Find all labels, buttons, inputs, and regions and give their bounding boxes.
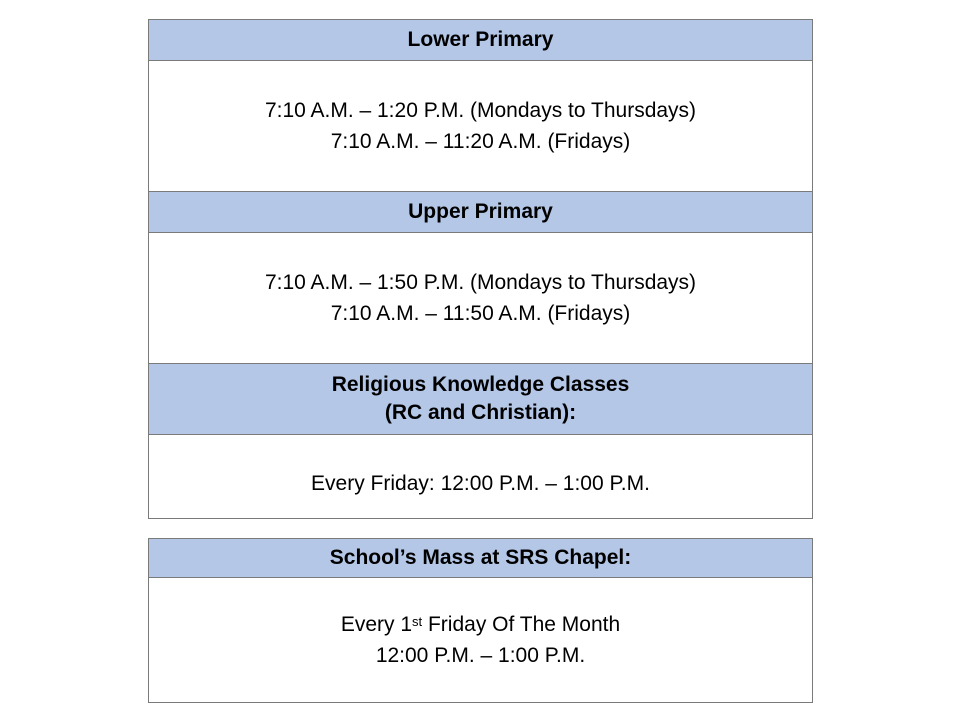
religious-classes-header bbox=[148, 364, 813, 435]
upper-primary-times bbox=[148, 233, 813, 364]
mass-day-prefix: Every 1 bbox=[340, 613, 413, 636]
lower-primary-heading: Lower Primary bbox=[407, 28, 554, 51]
mass-day bbox=[341, 609, 620, 640]
upper-primary-header bbox=[148, 192, 813, 233]
mass-schedule bbox=[148, 578, 813, 703]
mass-day-suffix: Friday Of The Month bbox=[422, 613, 621, 636]
mass-time: 12:00 P.M. – 1:00 P.M. bbox=[375, 644, 586, 667]
lower-primary-weekday-time: 7:10 A.M. – 1:20 P.M. (Mondays to Thursdays) bbox=[264, 99, 697, 122]
upper-primary-friday-time: 7:10 A.M. – 11:50 A.M. (Fridays) bbox=[330, 302, 631, 325]
mass-header bbox=[148, 538, 813, 578]
mass-heading: School’s Mass at SRS Chapel: bbox=[329, 546, 632, 569]
lower-primary-times bbox=[148, 61, 813, 192]
religious-heading-line1: Religious Knowledge Classes bbox=[331, 373, 630, 396]
religious-time: Every Friday: 12:00 P.M. – 1:00 P.M. bbox=[311, 472, 650, 495]
religious-classes-time bbox=[148, 435, 813, 519]
lower-primary-friday-time: 7:10 A.M. – 11:20 A.M. (Fridays) bbox=[330, 130, 631, 153]
mass-table bbox=[148, 538, 813, 703]
religious-heading-line2: (RC and Christian): bbox=[384, 401, 577, 424]
lower-primary-header bbox=[148, 19, 813, 61]
upper-primary-weekday-time: 7:10 A.M. – 1:50 P.M. (Mondays to Thursdays) bbox=[264, 271, 697, 294]
mass-day-ordinal: st bbox=[412, 614, 423, 629]
schedule-table bbox=[148, 19, 813, 519]
upper-primary-heading: Upper Primary bbox=[408, 200, 553, 223]
